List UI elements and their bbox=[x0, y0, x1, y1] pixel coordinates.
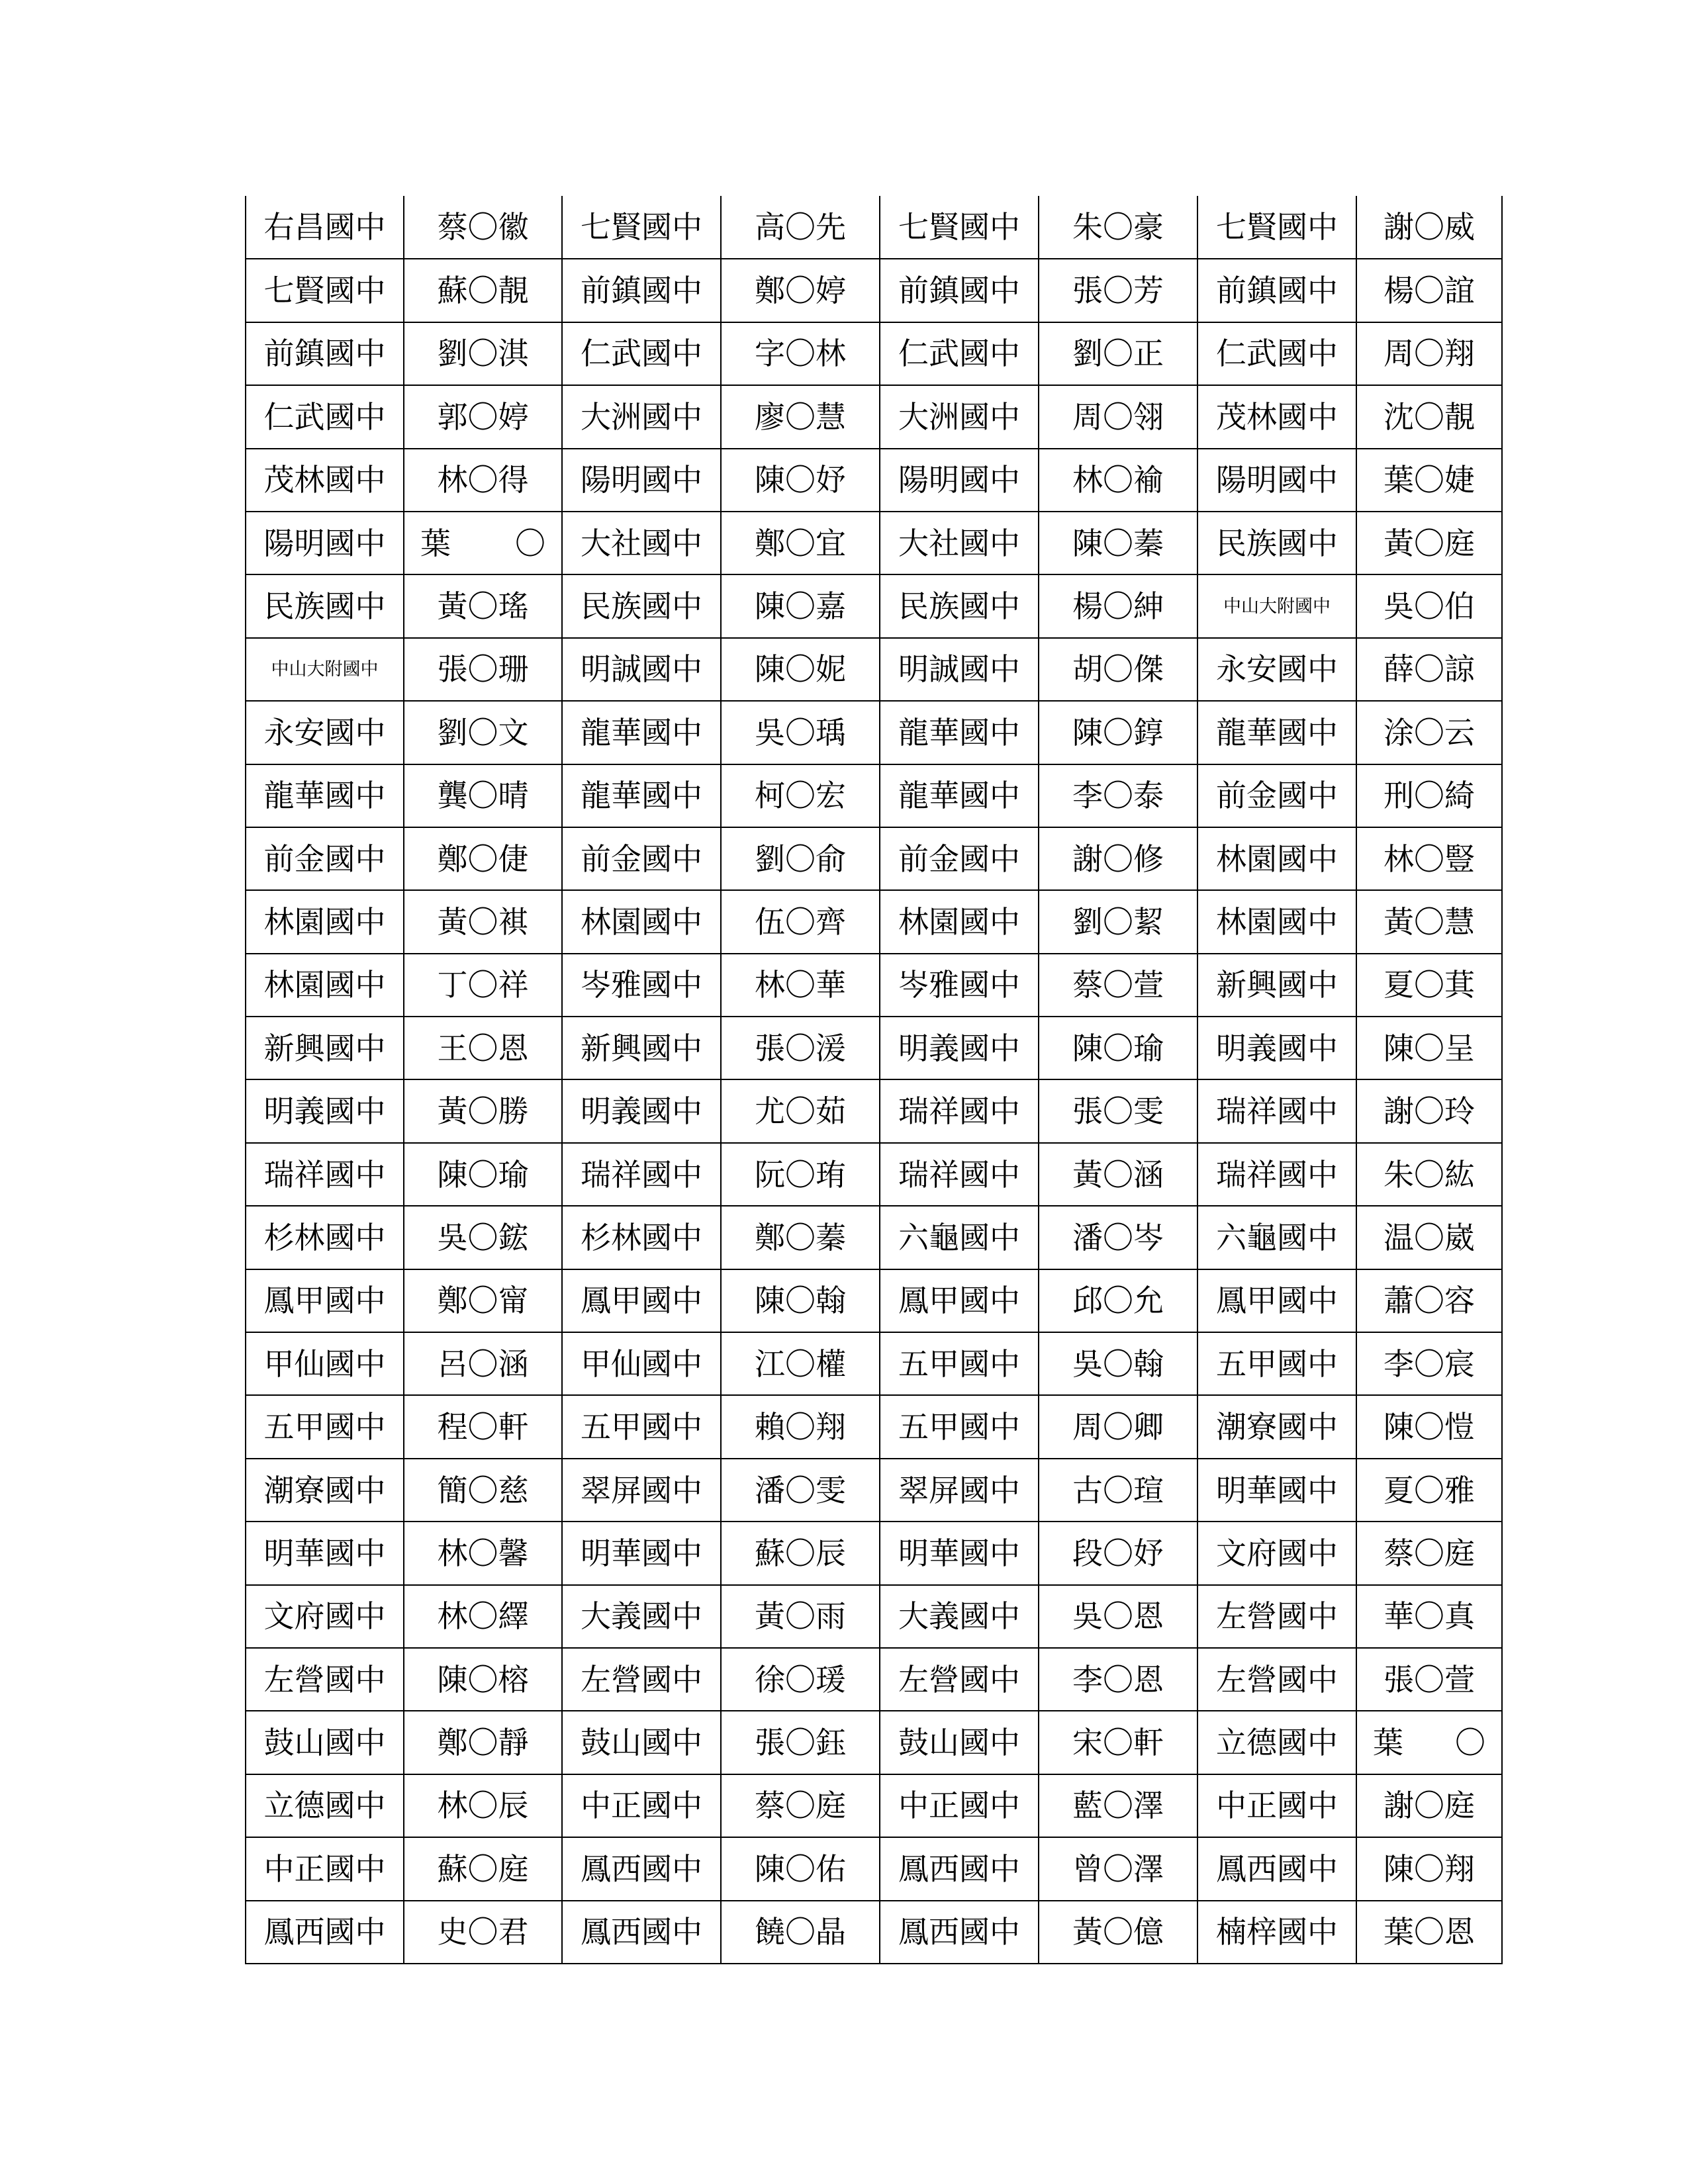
school-name-cell: 民族國中 bbox=[880, 574, 1039, 637]
student-name-cell: 張〇雯 bbox=[1039, 1079, 1197, 1142]
student-name-cell: 郭〇婷 bbox=[404, 385, 562, 448]
school-name-cell: 茂林國中 bbox=[1197, 385, 1356, 448]
student-name-cell: 劉〇正 bbox=[1039, 322, 1197, 385]
student-name-cell: 謝〇庭 bbox=[1356, 1774, 1502, 1837]
school-name-cell: 前金國中 bbox=[246, 827, 404, 890]
school-name-cell: 瑞祥國中 bbox=[562, 1143, 721, 1206]
school-name-cell: 民族國中 bbox=[1197, 512, 1356, 574]
student-name-cell: 蘇〇庭 bbox=[404, 1837, 562, 1900]
table-row bbox=[246, 827, 1502, 890]
student-name-cell: 字〇林 bbox=[721, 322, 880, 385]
school-name-cell: 五甲國中 bbox=[562, 1395, 721, 1458]
school-name-cell: 鳳西國中 bbox=[562, 1837, 721, 1900]
school-name-cell: 大社國中 bbox=[562, 512, 721, 574]
table-row bbox=[246, 1837, 1502, 1900]
school-name-cell: 甲仙國中 bbox=[562, 1332, 721, 1395]
student-name-cell: 蔡〇庭 bbox=[1356, 1522, 1502, 1584]
school-name-cell: 中正國中 bbox=[562, 1774, 721, 1837]
table-row bbox=[246, 1711, 1502, 1774]
student-name-cell: 鄭〇靜 bbox=[404, 1711, 562, 1774]
student-name-cell: 蔡〇庭 bbox=[721, 1774, 880, 1837]
school-name-cell: 五甲國中 bbox=[1197, 1332, 1356, 1395]
school-name-cell: 五甲國中 bbox=[880, 1395, 1039, 1458]
student-name-cell: 陳〇翔 bbox=[1356, 1837, 1502, 1900]
school-name-cell: 仁武國中 bbox=[1197, 322, 1356, 385]
table-row bbox=[246, 1079, 1502, 1142]
school-name-cell: 林園國中 bbox=[880, 890, 1039, 953]
school-name-cell: 瑞祥國中 bbox=[1197, 1079, 1356, 1142]
school-name-cell: 翠屏國中 bbox=[880, 1459, 1039, 1522]
student-name-cell: 陳〇愷 bbox=[1356, 1395, 1502, 1458]
school-name-cell: 文府國中 bbox=[1197, 1522, 1356, 1584]
school-name-cell: 瑞祥國中 bbox=[880, 1143, 1039, 1206]
school-name-cell: 右昌國中 bbox=[246, 196, 404, 259]
school-name-cell: 前金國中 bbox=[1197, 764, 1356, 827]
student-name-cell: 薛〇諒 bbox=[1356, 638, 1502, 701]
student-name-cell: 夏〇雅 bbox=[1356, 1459, 1502, 1522]
student-name-cell: 宋〇軒 bbox=[1039, 1711, 1197, 1774]
school-name-cell: 明誠國中 bbox=[880, 638, 1039, 701]
student-name-cell: 藍〇澤 bbox=[1039, 1774, 1197, 1837]
student-name-cell: 饒〇晶 bbox=[721, 1901, 880, 1964]
student-name-cell: 徐〇瑗 bbox=[721, 1648, 880, 1711]
school-name-cell: 新興國中 bbox=[1197, 954, 1356, 1017]
school-name-cell: 五甲國中 bbox=[880, 1332, 1039, 1395]
student-name-cell: 黃〇億 bbox=[1039, 1901, 1197, 1964]
school-name-cell: 七賢國中 bbox=[880, 196, 1039, 259]
table-row bbox=[246, 1206, 1502, 1269]
school-name-cell: 大洲國中 bbox=[562, 385, 721, 448]
school-name-cell: 鳳西國中 bbox=[1197, 1837, 1356, 1900]
student-name-cell: 潘〇岑 bbox=[1039, 1206, 1197, 1269]
student-name-cell: 鄭〇蓁 bbox=[721, 1206, 880, 1269]
school-name-cell: 鼓山國中 bbox=[246, 1711, 404, 1774]
student-name-cell: 葉〇婕 bbox=[1356, 449, 1502, 512]
student-name-cell: 張〇萱 bbox=[1356, 1648, 1502, 1711]
school-name-cell: 鳳西國中 bbox=[880, 1901, 1039, 1964]
student-name-cell: 陳〇翰 bbox=[721, 1269, 880, 1332]
student-name-cell: 黃〇涵 bbox=[1039, 1143, 1197, 1206]
student-name-cell: 丁〇祥 bbox=[404, 954, 562, 1017]
school-name-cell: 岑雅國中 bbox=[880, 954, 1039, 1017]
school-name-cell: 明華國中 bbox=[880, 1522, 1039, 1584]
table-row bbox=[246, 1459, 1502, 1522]
student-name-cell: 吳〇鋐 bbox=[404, 1206, 562, 1269]
school-name-cell: 鳳甲國中 bbox=[880, 1269, 1039, 1332]
student-name-cell: 段〇妤 bbox=[1039, 1522, 1197, 1584]
school-name-cell: 瑞祥國中 bbox=[1197, 1143, 1356, 1206]
student-name-cell: 鄭〇倢 bbox=[404, 827, 562, 890]
school-name-cell: 翠屏國中 bbox=[562, 1459, 721, 1522]
student-name-cell: 龔〇晴 bbox=[404, 764, 562, 827]
school-name-cell: 新興國中 bbox=[562, 1017, 721, 1079]
student-name-cell: 刑〇綺 bbox=[1356, 764, 1502, 827]
school-name-cell: 六龜國中 bbox=[1197, 1206, 1356, 1269]
school-name-cell: 陽明國中 bbox=[1197, 449, 1356, 512]
school-name-cell: 大社國中 bbox=[880, 512, 1039, 574]
school-name-cell: 中正國中 bbox=[880, 1774, 1039, 1837]
school-name-cell: 林園國中 bbox=[246, 954, 404, 1017]
student-name-cell: 鄭〇宜 bbox=[721, 512, 880, 574]
school-name-cell: 前鎮國中 bbox=[562, 259, 721, 322]
student-name-cell: 黃〇慧 bbox=[1356, 890, 1502, 953]
school-name-cell: 杉林國中 bbox=[562, 1206, 721, 1269]
student-name-cell: 程〇軒 bbox=[404, 1395, 562, 1458]
table-row bbox=[246, 638, 1502, 701]
school-name-cell: 仁武國中 bbox=[246, 385, 404, 448]
school-name-cell: 陽明國中 bbox=[880, 449, 1039, 512]
table-row bbox=[246, 1269, 1502, 1332]
student-name-cell: 周〇翎 bbox=[1039, 385, 1197, 448]
table-row bbox=[246, 196, 1502, 259]
school-name-cell: 甲仙國中 bbox=[246, 1332, 404, 1395]
school-name-cell: 鼓山國中 bbox=[880, 1711, 1039, 1774]
school-name-cell: 鳳甲國中 bbox=[1197, 1269, 1356, 1332]
school-name-cell: 大洲國中 bbox=[880, 385, 1039, 448]
table-row bbox=[246, 764, 1502, 827]
school-name-cell: 林園國中 bbox=[1197, 890, 1356, 953]
school-name-cell: 新興國中 bbox=[246, 1017, 404, 1079]
school-name-cell: 林園國中 bbox=[562, 890, 721, 953]
student-name-cell: 蕭〇容 bbox=[1356, 1269, 1502, 1332]
student-name-cell: 林〇繹 bbox=[404, 1585, 562, 1648]
student-name-cell: 劉〇文 bbox=[404, 701, 562, 764]
table-row bbox=[246, 890, 1502, 953]
school-name-cell: 中山大附國中 bbox=[1197, 574, 1356, 637]
student-name-cell: 古〇瑄 bbox=[1039, 1459, 1197, 1522]
school-name-cell: 明義國中 bbox=[880, 1017, 1039, 1079]
student-name-cell: 張〇芳 bbox=[1039, 259, 1197, 322]
school-name-cell: 前鎮國中 bbox=[1197, 259, 1356, 322]
student-name-cell: 夏〇萁 bbox=[1356, 954, 1502, 1017]
student-name-cell: 陳〇嘉 bbox=[721, 574, 880, 637]
school-name-cell: 前鎮國中 bbox=[246, 322, 404, 385]
school-name-cell: 七賢國中 bbox=[1197, 196, 1356, 259]
school-name-cell: 七賢國中 bbox=[562, 196, 721, 259]
school-name-cell: 前金國中 bbox=[880, 827, 1039, 890]
student-name-cell: 吳〇伯 bbox=[1356, 574, 1502, 637]
student-name-cell: 蔡〇徽 bbox=[404, 196, 562, 259]
student-name-cell: 陳〇錞 bbox=[1039, 701, 1197, 764]
student-name-cell: 潘〇雯 bbox=[721, 1459, 880, 1522]
student-name-cell: 劉〇淇 bbox=[404, 322, 562, 385]
table-row bbox=[246, 322, 1502, 385]
student-name-cell: 廖〇慧 bbox=[721, 385, 880, 448]
table-row bbox=[246, 1017, 1502, 1079]
school-name-cell: 前鎮國中 bbox=[880, 259, 1039, 322]
school-name-cell: 民族國中 bbox=[246, 574, 404, 637]
student-name-cell: 涂〇云 bbox=[1356, 701, 1502, 764]
school-name-cell: 左營國中 bbox=[1197, 1648, 1356, 1711]
student-name-cell: 謝〇威 bbox=[1356, 196, 1502, 259]
school-name-cell: 杉林國中 bbox=[246, 1206, 404, 1269]
student-name-cell: 黃〇褀 bbox=[404, 890, 562, 953]
school-name-cell: 明誠國中 bbox=[562, 638, 721, 701]
table-row bbox=[246, 512, 1502, 574]
student-name-cell: 黃〇瑤 bbox=[404, 574, 562, 637]
student-name-cell: 李〇宸 bbox=[1356, 1332, 1502, 1395]
school-name-cell: 茂林國中 bbox=[246, 449, 404, 512]
school-name-cell: 明華國中 bbox=[1197, 1459, 1356, 1522]
student-name-cell: 周〇卿 bbox=[1039, 1395, 1197, 1458]
school-name-cell: 五甲國中 bbox=[246, 1395, 404, 1458]
student-name-cell: 阮〇珛 bbox=[721, 1143, 880, 1206]
school-name-cell: 楠梓國中 bbox=[1197, 1901, 1356, 1964]
student-name-cell: 吳〇瑀 bbox=[721, 701, 880, 764]
table-row bbox=[246, 1332, 1502, 1395]
school-name-cell: 左營國中 bbox=[246, 1648, 404, 1711]
school-name-cell: 鳳西國中 bbox=[880, 1837, 1039, 1900]
student-name-cell: 江〇權 bbox=[721, 1332, 880, 1395]
school-name-cell: 明華國中 bbox=[246, 1522, 404, 1584]
student-name-cell: 葉 〇 bbox=[404, 512, 562, 574]
school-name-cell: 潮寮國中 bbox=[1197, 1395, 1356, 1458]
student-name-cell: 蔡〇萱 bbox=[1039, 954, 1197, 1017]
table-row bbox=[246, 1395, 1502, 1458]
student-name-cell: 林〇豎 bbox=[1356, 827, 1502, 890]
student-name-cell: 陳〇呈 bbox=[1356, 1017, 1502, 1079]
student-name-cell: 張〇湲 bbox=[721, 1017, 880, 1079]
school-name-cell: 龍華國中 bbox=[880, 764, 1039, 827]
student-name-cell: 蘇〇靚 bbox=[404, 259, 562, 322]
school-name-cell: 六龜國中 bbox=[880, 1206, 1039, 1269]
student-name-cell: 柯〇宏 bbox=[721, 764, 880, 827]
student-name-cell: 陳〇妤 bbox=[721, 449, 880, 512]
school-name-cell: 龍華國中 bbox=[1197, 701, 1356, 764]
student-name-cell: 温〇崴 bbox=[1356, 1206, 1502, 1269]
student-name-cell: 陳〇榕 bbox=[404, 1648, 562, 1711]
table-row bbox=[246, 701, 1502, 764]
student-name-cell: 高〇先 bbox=[721, 196, 880, 259]
student-name-cell: 曾〇澤 bbox=[1039, 1837, 1197, 1900]
student-name-cell: 呂〇涵 bbox=[404, 1332, 562, 1395]
school-name-cell: 前金國中 bbox=[562, 827, 721, 890]
table-row bbox=[246, 1143, 1502, 1206]
student-name-cell: 李〇恩 bbox=[1039, 1648, 1197, 1711]
school-name-cell: 左營國中 bbox=[1197, 1585, 1356, 1648]
table-row bbox=[246, 1585, 1502, 1648]
student-name-cell: 葉 〇 bbox=[1356, 1711, 1502, 1774]
student-name-cell: 史〇君 bbox=[404, 1901, 562, 1964]
school-name-cell: 林園國中 bbox=[1197, 827, 1356, 890]
school-name-cell: 岑雅國中 bbox=[562, 954, 721, 1017]
school-name-cell: 龍華國中 bbox=[880, 701, 1039, 764]
student-name-cell: 陳〇妮 bbox=[721, 638, 880, 701]
school-name-cell: 文府國中 bbox=[246, 1585, 404, 1648]
school-name-cell: 大義國中 bbox=[562, 1585, 721, 1648]
student-name-cell: 華〇真 bbox=[1356, 1585, 1502, 1648]
school-name-cell: 永安國中 bbox=[1197, 638, 1356, 701]
school-name-cell: 民族國中 bbox=[562, 574, 721, 637]
school-name-cell: 鳳西國中 bbox=[562, 1901, 721, 1964]
school-name-cell: 鳳甲國中 bbox=[562, 1269, 721, 1332]
school-name-cell: 陽明國中 bbox=[246, 512, 404, 574]
student-name-cell: 陳〇瑜 bbox=[404, 1143, 562, 1206]
school-name-cell: 瑞祥國中 bbox=[880, 1079, 1039, 1142]
student-name-cell: 賴〇翔 bbox=[721, 1395, 880, 1458]
student-name-cell: 謝〇修 bbox=[1039, 827, 1197, 890]
school-name-cell: 仁武國中 bbox=[562, 322, 721, 385]
school-name-cell: 龍華國中 bbox=[562, 701, 721, 764]
table-row bbox=[246, 1774, 1502, 1837]
table-row bbox=[246, 954, 1502, 1017]
student-name-cell: 黃〇雨 bbox=[721, 1585, 880, 1648]
school-name-cell: 林園國中 bbox=[246, 890, 404, 953]
table-row bbox=[246, 1901, 1502, 1964]
school-name-cell: 潮寮國中 bbox=[246, 1459, 404, 1522]
school-name-cell: 左營國中 bbox=[562, 1648, 721, 1711]
student-name-cell: 沈〇靚 bbox=[1356, 385, 1502, 448]
table-row bbox=[246, 259, 1502, 322]
student-name-cell: 吳〇恩 bbox=[1039, 1585, 1197, 1648]
student-name-cell: 周〇翔 bbox=[1356, 322, 1502, 385]
student-name-cell: 楊〇紳 bbox=[1039, 574, 1197, 637]
school-name-cell: 明義國中 bbox=[246, 1079, 404, 1142]
school-name-cell: 立德國中 bbox=[246, 1774, 404, 1837]
school-name-cell: 左營國中 bbox=[880, 1648, 1039, 1711]
table-row bbox=[246, 574, 1502, 637]
student-name-cell: 劉〇俞 bbox=[721, 827, 880, 890]
student-name-cell: 楊〇誼 bbox=[1356, 259, 1502, 322]
student-roster-table bbox=[245, 196, 1503, 1964]
student-name-cell: 胡〇傑 bbox=[1039, 638, 1197, 701]
school-name-cell: 陽明國中 bbox=[562, 449, 721, 512]
student-name-cell: 蘇〇辰 bbox=[721, 1522, 880, 1584]
student-name-cell: 鄭〇甯 bbox=[404, 1269, 562, 1332]
school-name-cell: 七賢國中 bbox=[246, 259, 404, 322]
student-name-cell: 朱〇豪 bbox=[1039, 196, 1197, 259]
student-name-cell: 林〇褕 bbox=[1039, 449, 1197, 512]
student-name-cell: 尤〇茹 bbox=[721, 1079, 880, 1142]
table-row bbox=[246, 385, 1502, 448]
school-name-cell: 明義國中 bbox=[1197, 1017, 1356, 1079]
student-name-cell: 吳〇翰 bbox=[1039, 1332, 1197, 1395]
school-name-cell: 仁武國中 bbox=[880, 322, 1039, 385]
table-row bbox=[246, 449, 1502, 512]
student-name-cell: 張〇珊 bbox=[404, 638, 562, 701]
student-name-cell: 陳〇蓁 bbox=[1039, 512, 1197, 574]
student-name-cell: 邱〇允 bbox=[1039, 1269, 1197, 1332]
student-name-cell: 鄭〇婷 bbox=[721, 259, 880, 322]
student-name-cell: 林〇華 bbox=[721, 954, 880, 1017]
student-name-cell: 黃〇勝 bbox=[404, 1079, 562, 1142]
table-row bbox=[246, 1648, 1502, 1711]
school-name-cell: 明義國中 bbox=[562, 1079, 721, 1142]
student-name-cell: 林〇得 bbox=[404, 449, 562, 512]
school-name-cell: 大義國中 bbox=[880, 1585, 1039, 1648]
student-name-cell: 葉〇恩 bbox=[1356, 1901, 1502, 1964]
school-name-cell: 鳳西國中 bbox=[246, 1901, 404, 1964]
school-name-cell: 龍華國中 bbox=[562, 764, 721, 827]
student-name-cell: 伍〇齊 bbox=[721, 890, 880, 953]
table-row bbox=[246, 1522, 1502, 1584]
school-name-cell: 中正國中 bbox=[1197, 1774, 1356, 1837]
student-name-cell: 簡〇慈 bbox=[404, 1459, 562, 1522]
student-name-cell: 謝〇玲 bbox=[1356, 1079, 1502, 1142]
school-name-cell: 中山大附國中 bbox=[246, 638, 404, 701]
student-name-cell: 陳〇瑜 bbox=[1039, 1017, 1197, 1079]
student-name-cell: 黃〇庭 bbox=[1356, 512, 1502, 574]
student-name-cell: 王〇恩 bbox=[404, 1017, 562, 1079]
student-name-cell: 劉〇絜 bbox=[1039, 890, 1197, 953]
school-name-cell: 立德國中 bbox=[1197, 1711, 1356, 1774]
school-name-cell: 龍華國中 bbox=[246, 764, 404, 827]
student-name-cell: 林〇辰 bbox=[404, 1774, 562, 1837]
school-name-cell: 明華國中 bbox=[562, 1522, 721, 1584]
school-name-cell: 鼓山國中 bbox=[562, 1711, 721, 1774]
student-name-cell: 朱〇紘 bbox=[1356, 1143, 1502, 1206]
student-name-cell: 林〇馨 bbox=[404, 1522, 562, 1584]
student-name-cell: 李〇泰 bbox=[1039, 764, 1197, 827]
student-name-cell: 陳〇佑 bbox=[721, 1837, 880, 1900]
school-name-cell: 中正國中 bbox=[246, 1837, 404, 1900]
school-name-cell: 瑞祥國中 bbox=[246, 1143, 404, 1206]
school-name-cell: 永安國中 bbox=[246, 701, 404, 764]
student-name-cell: 張〇鈺 bbox=[721, 1711, 880, 1774]
school-name-cell: 鳳甲國中 bbox=[246, 1269, 404, 1332]
roster-body bbox=[246, 196, 1502, 1964]
